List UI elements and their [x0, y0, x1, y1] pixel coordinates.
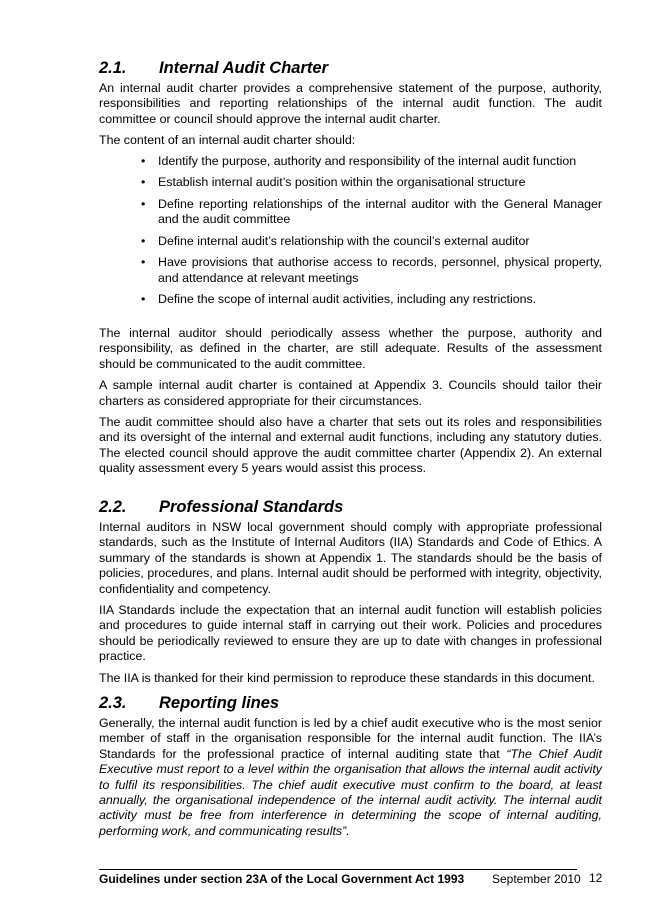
section-heading [99, 58, 602, 78]
list-item: • Identify the purpose, authority and responsibility of the internal audit function [141, 153, 577, 168]
footer-divider [99, 869, 577, 870]
paragraph: The audit committee should also have a charter that sets out its roles and responsibilities and its oversight of the internal and external audit functions, including any statutory duties. The elected council should approve the audit committee charter (Appendix 2). An external quality assessment every 5 years would assist this process. [99, 415, 602, 476]
bullet-list [99, 154, 602, 308]
list-item: • Define reporting relationships of the internal auditor with the General Manager and the audit committee [141, 196, 602, 227]
page-number: 12 [589, 871, 603, 885]
paragraph: An internal audit charter provides a comprehensive statement of the purpose, authority, responsibilities and reporting relationships of the internal audit function. The audit committee or council should approve the internal audit charter. [99, 81, 602, 126]
quoted-standard: “The Chief Audit Executive must report to a level within the organisation that allows the internal audit activity to fulfil its responsibilities. The chief audit executive must confirm to the board, at least annually, the organisational independence of the internal audit activity. The internal audit activity must be free from interference in determining the scope of internal auditing, performing work, and communicating results”. [99, 746, 602, 838]
section-professional-standards [99, 497, 602, 686]
section-title: Internal Audit Charter [159, 59, 328, 77]
section-heading [99, 693, 602, 713]
section-heading [99, 497, 602, 517]
section-internal-audit-charter [99, 58, 602, 314]
section-internal-audit-charter-continued [99, 326, 602, 477]
list-item: • Have provisions that authorise access to records, personnel, physical property, and attendance at relevant meetings [141, 255, 602, 285]
list-item: • Establish internal audit’s position within the organisational structure [141, 175, 526, 190]
section-reporting-lines [99, 693, 602, 839]
list-item: • Define internal audit’s relationship with the council’s external auditor [141, 233, 530, 248]
list-item: • Define the scope of internal audit activities, including any restrictions. [141, 292, 537, 307]
section-title: Reporting lines [159, 694, 280, 712]
section-title: Professional Standards [159, 498, 344, 516]
paragraph: A sample internal audit charter is contained at Appendix 3. Councils should tailor their charters as considered appropriate for their circumstances. [99, 378, 602, 408]
paragraph: The IIA is thanked for their kind permission to reproduce these standards in this document. [99, 670, 595, 685]
footer-date: September 2010 [492, 872, 581, 886]
section-number: 2.3. [99, 694, 127, 712]
paragraph: The content of an internal audit charter should: [99, 133, 356, 148]
paragraph: The internal auditor should periodically assess whether the purpose, authority and responsibility, as defined in the charter, are still adequate. Results of the assessment should be communicated to the audit committee. [99, 326, 602, 371]
paragraph [99, 716, 602, 839]
paragraph: IIA Standards include the expectation that an internal audit function will establish policies and procedures to guide internal staff in carrying out their work. Policies and procedures should be periodically reviewed to ensure they are up to date with changes in professional practice. [99, 603, 602, 664]
section-number: 2.2. [99, 498, 127, 516]
footer-title: Guidelines under section 23A of the Local Government Act 1993 [99, 872, 465, 886]
paragraph-text: Generally, the internal audit function is led by a chief audit executive who is the most senior member of staff in the organisation responsible for the internal audit function. The IIA’s Standards for the professional practice of internal auditing state that [99, 716, 602, 761]
paragraph: Internal auditors in NSW local government should comply with appropriate professional standards, such as the Institute of Internal Auditors (IIA) Standards and Code of Ethics. A summary of the standards is shown at Appendix 1. The standards should be the basis of policies, procedures, and plans. Internal audit should be performed with integrity, objectivity, confidentiality and competency. [99, 520, 602, 596]
section-number: 2.1. [99, 59, 127, 77]
